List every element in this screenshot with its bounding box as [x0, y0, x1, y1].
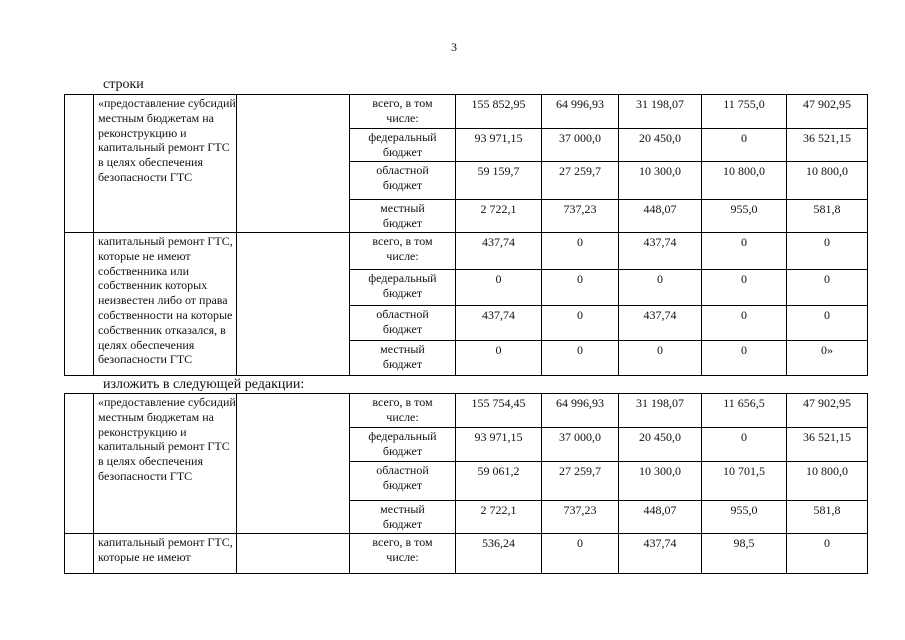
value-cell: 10 300,0 — [619, 462, 702, 501]
value-cell: 27 259,7 — [542, 162, 619, 200]
value-cell: 737,23 — [542, 501, 619, 534]
value-cell: 10 800,0 — [787, 462, 868, 501]
value-cell: 437,74 — [456, 233, 542, 270]
description-line: собственности на которые — [98, 307, 233, 322]
value-cell: 10 800,0 — [702, 162, 787, 200]
description-line: местным бюджетам на — [98, 409, 214, 424]
value-cell: 0 — [542, 233, 619, 270]
value-cell: 20 450,0 — [619, 129, 702, 162]
value-cell: 0 — [542, 270, 619, 306]
value-cell: 437,74 — [619, 233, 702, 270]
value-cell: 0 — [702, 428, 787, 462]
description-line: которые не имеют — [98, 549, 191, 564]
value-cell: 47 902,95 — [787, 394, 868, 428]
description-line: безопасности ГТС — [98, 352, 193, 367]
budget-label-line: местный — [380, 201, 425, 215]
budget-label-line: федеральный — [368, 429, 437, 443]
description-line: «предоставление субсидий — [98, 395, 236, 409]
description-line: капитальный ремонт ГТС, — [98, 535, 233, 549]
value-cell: 0 — [456, 270, 542, 306]
intro-text-after: изложить в следующей редакции: — [103, 377, 305, 392]
value-cell: 10 800,0 — [787, 162, 868, 200]
budget-label-cell — [350, 270, 456, 306]
value-cell: 47 902,95 — [787, 95, 868, 129]
budget-label-line: бюджет — [382, 215, 423, 230]
description-line: капитальный ремонт ГТС — [98, 140, 230, 155]
budget-label-line: числе: — [386, 110, 419, 125]
value-cell: 59 159,7 — [456, 162, 542, 200]
budget-label-line: числе: — [386, 549, 419, 564]
value-cell: 11 656,5 — [702, 394, 787, 428]
number-cell — [65, 233, 94, 376]
value-cell: 437,74 — [619, 534, 702, 574]
description-line: капитальный ремонт ГТС — [98, 439, 230, 454]
description-line: неизвестен либо от права — [98, 293, 228, 308]
value-cell: 581,8 — [787, 200, 868, 233]
page-number: 3 — [451, 40, 457, 54]
description-line: собственника или — [98, 263, 189, 278]
table-row — [65, 534, 868, 574]
value-cell: 581,8 — [787, 501, 868, 534]
description-line: реконструкцию и — [98, 424, 187, 439]
budget-label-line: бюджет — [382, 285, 423, 300]
value-cell: 0 — [702, 270, 787, 306]
budget-label-cell — [350, 233, 456, 270]
description-line: местным бюджетам на — [98, 110, 214, 125]
budget-label-line: числе: — [386, 409, 419, 424]
budget-label-cell — [350, 534, 456, 574]
description-line: безопасности ГТС — [98, 468, 193, 483]
value-cell: 36 521,15 — [787, 129, 868, 162]
budget-label-line: числе: — [386, 248, 419, 263]
budget-label-line: бюджет — [382, 443, 423, 458]
value-cell: 437,74 — [456, 306, 542, 341]
description-line: собственник отказался, в — [98, 322, 226, 337]
value-cell: 0 — [542, 341, 619, 376]
value-cell: 2 722,1 — [456, 501, 542, 534]
budget-label-cell — [350, 501, 456, 534]
description-line: в целях обеспечения — [98, 454, 203, 469]
budget-label-line: федеральный — [368, 271, 437, 285]
description-line: безопасности ГТС — [98, 169, 193, 184]
value-cell: 536,24 — [456, 534, 542, 574]
description-cell — [94, 95, 237, 233]
value-cell: 10 701,5 — [702, 462, 787, 501]
value-cell: 20 450,0 — [619, 428, 702, 462]
budget-label-line: всего, в том — [372, 395, 433, 409]
empty-cell — [237, 95, 350, 233]
value-cell: 0 — [787, 233, 868, 270]
table-row — [65, 95, 868, 129]
budget-label-line: бюджет — [382, 321, 423, 336]
budget-label-line: областной — [376, 307, 429, 321]
budget-label-cell — [350, 306, 456, 341]
value-cell: 36 521,15 — [787, 428, 868, 462]
value-cell: 31 198,07 — [619, 95, 702, 129]
budget-label-cell — [350, 162, 456, 200]
number-cell — [65, 534, 94, 574]
value-cell: 59 061,2 — [456, 462, 542, 501]
value-cell: 64 996,93 — [542, 95, 619, 129]
budget-label-line: бюджет — [382, 177, 423, 192]
value-cell: 37 000,0 — [542, 129, 619, 162]
value-cell: 448,07 — [619, 501, 702, 534]
value-cell: 2 722,1 — [456, 200, 542, 233]
budget-label-cell — [350, 129, 456, 162]
value-cell: 955,0 — [702, 501, 787, 534]
value-cell: 0 — [787, 270, 868, 306]
original-lines-table — [64, 94, 868, 376]
value-cell: 31 198,07 — [619, 394, 702, 428]
value-cell: 448,07 — [619, 200, 702, 233]
value-cell: 0 — [702, 233, 787, 270]
budget-label-line: всего, в том — [372, 535, 433, 549]
budget-label-cell — [350, 341, 456, 376]
description-line: целях обеспечения — [98, 337, 195, 352]
budget-label-line: областной — [376, 163, 429, 177]
value-cell: 955,0 — [702, 200, 787, 233]
table-row — [65, 394, 868, 428]
budget-label-line: всего, в том — [372, 96, 433, 110]
new-wording-table — [64, 393, 868, 574]
budget-label-cell — [350, 200, 456, 233]
table-row — [65, 233, 868, 270]
budget-label-cell — [350, 428, 456, 462]
description-cell — [94, 233, 237, 376]
description-cell — [94, 534, 237, 574]
number-cell — [65, 95, 94, 233]
value-cell: 64 996,93 — [542, 394, 619, 428]
budget-label-cell — [350, 462, 456, 501]
budget-label-line: областной — [376, 463, 429, 477]
value-cell: 93 971,15 — [456, 428, 542, 462]
value-cell: 0 — [542, 534, 619, 574]
value-cell: 11 755,0 — [702, 95, 787, 129]
description-cell — [94, 394, 237, 534]
budget-label-line: местный — [380, 342, 425, 356]
value-cell: 27 259,7 — [542, 462, 619, 501]
budget-label-cell — [350, 95, 456, 129]
value-cell: 0 — [702, 129, 787, 162]
value-cell: 37 000,0 — [542, 428, 619, 462]
budget-label-line: бюджет — [382, 144, 423, 159]
value-cell: 98,5 — [702, 534, 787, 574]
budget-label-line: бюджет — [382, 516, 423, 531]
description-line: собственник которых — [98, 278, 208, 293]
empty-cell — [237, 233, 350, 376]
intro-text-before: строки — [103, 77, 144, 92]
budget-label-line: местный — [380, 502, 425, 516]
value-cell: 0 — [702, 306, 787, 341]
value-cell: 737,23 — [542, 200, 619, 233]
number-cell — [65, 394, 94, 534]
value-cell: 0 — [542, 306, 619, 341]
value-cell: 155 754,45 — [456, 394, 542, 428]
empty-cell — [237, 534, 350, 574]
budget-label-line: федеральный — [368, 130, 437, 144]
value-cell: 0 — [456, 341, 542, 376]
description-line: в целях обеспечения — [98, 155, 203, 170]
budget-label-line: бюджет — [382, 477, 423, 492]
description-line: которые не имеют — [98, 248, 191, 263]
budget-label-line: бюджет — [382, 356, 423, 371]
description-line: капитальный ремонт ГТС, — [98, 234, 233, 248]
value-cell: 0 — [787, 306, 868, 341]
budget-label-cell — [350, 394, 456, 428]
value-cell: 0 — [619, 270, 702, 306]
description-line: «предоставление субсидий — [98, 96, 236, 110]
value-cell: 0» — [787, 341, 868, 376]
value-cell: 0 — [619, 341, 702, 376]
description-line: реконструкцию и — [98, 125, 187, 140]
value-cell: 10 300,0 — [619, 162, 702, 200]
value-cell: 437,74 — [619, 306, 702, 341]
value-cell: 0 — [787, 534, 868, 574]
budget-label-line: всего, в том — [372, 234, 433, 248]
value-cell: 155 852,95 — [456, 95, 542, 129]
empty-cell — [237, 394, 350, 534]
value-cell: 93 971,15 — [456, 129, 542, 162]
value-cell: 0 — [702, 341, 787, 376]
